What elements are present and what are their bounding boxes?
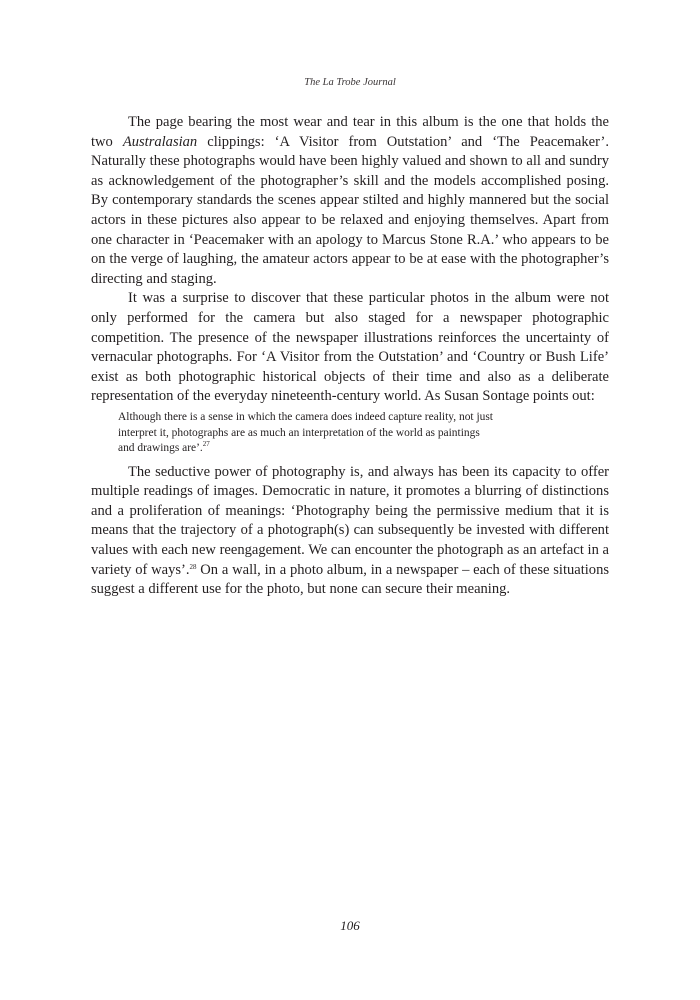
paragraph-text: It was a surprise to discover that these particular photos in the album were not only performed for the camera but also staged for a newspaper photographic competition. The presence of the newspaper illustrations reinforces the uncertainty of vernacular photographs. For ‘A Visitor from the Outstation’ and ‘Country or Bush Life’ exist as both photographic historical objects of their time and also as a deliberate representation of the everyday nineteenth-century world. As Susan Sontage points out: <box>91 290 609 405</box>
block-quote <box>118 410 568 457</box>
paragraph-text: The seductive power of photography is, and always has been its capacity to offer multiple readings of images. Democratic in nature, it promotes a blurring of distinctions and a proliferation of meanings: ‘Photography being the permissive medium that it is means that the trajectory of a photograph(s) can subsequently be invested with different values with each new reengagement. We can encounter the photograph as an artefact in a variety of ways’. <box>91 463 609 578</box>
paragraph-competition <box>91 289 609 407</box>
quote-line: and drawings are’. <box>118 442 203 455</box>
paragraph-text: The page bearing the most wear and tear in this album is the one that holds the two <box>91 114 609 150</box>
quote-line: interpret it, photographs are as much an interpretation of the world as paintings <box>118 426 480 439</box>
article-body <box>91 113 609 600</box>
paragraph-album-wear <box>91 113 609 289</box>
publication-title: Australasian <box>122 133 198 150</box>
page-number: 106 <box>340 918 360 933</box>
footnote-marker: 28 <box>189 562 197 571</box>
paragraph-text: clippings: ‘A Visitor from Outstation’ and ‘The Peacemaker’. Naturally these photographs would have been highly valued and shown to all and sundry as acknowledgement of the photographer’s skill and the models accomplished posing. By contemporary standards the scenes appear stilted and highly mannered but the social actors in these pictures also appear to be relaxed and enjoying themselves. Apart from one character in ‘Peacemaker with an apology to Marcus Stone R.A.’ who appears to be on the verge of laughing, the amateur actors appear to be at ease with the photographer’s directing and staging. <box>91 133 609 287</box>
paragraph-seductive-power <box>91 463 609 600</box>
running-header: The La Trobe Journal <box>304 77 396 88</box>
quote-line: Although there is a sense in which the camera does indeed capture reality, not just <box>118 410 493 423</box>
footnote-marker: 27 <box>202 440 210 449</box>
paragraph-text: On a wall, in a photo album, in a newspaper – each of these situations suggest a different use for the photo, but none can secure their meaning. <box>91 561 610 598</box>
